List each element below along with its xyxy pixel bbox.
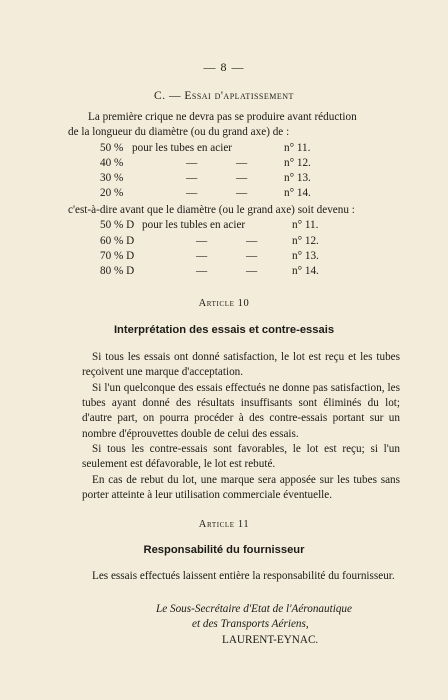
ditto-mark: — xyxy=(196,250,208,262)
ref-number: n° 12. xyxy=(284,157,311,169)
article-10-paragraph-2: Si l'un quelconque des essais effectués ne donne pas satisfaction, les tubes ayant donné des résultats insuffisants sont éliminés du lot; d'autre part, on pourra procéder à des contre-essais portant sur un nombre d'éprouvettes double de celui des essais. xyxy=(82,382,400,440)
ditto-mark: — xyxy=(186,172,198,184)
table2-row xyxy=(100,250,340,265)
ditto-mark: — xyxy=(236,187,248,199)
ditto-mark: — xyxy=(186,157,198,169)
pct: 70 % D xyxy=(100,250,135,262)
ref-number: n° 14. xyxy=(292,265,319,277)
pct: 20 % xyxy=(100,187,124,199)
table1-row xyxy=(100,157,340,172)
ditto-mark: — xyxy=(186,187,198,199)
article-10-paragraph-3: Si tous les contre-essais sont favorables, le lot est reçu; si l'un seulement est défavorable, le lot est rebuté. xyxy=(82,443,400,471)
signature-name: LAURENT-EYNAC. xyxy=(222,634,319,646)
signature-line-2: et des Transports Aériens, xyxy=(192,618,309,630)
row-text: pour les tubles en acier xyxy=(142,219,246,231)
ref-number: n° 14. xyxy=(284,187,311,199)
ref-number: n° 13. xyxy=(284,172,311,184)
page-number: — 8 — xyxy=(203,60,245,74)
pct: 60 % D xyxy=(100,235,135,247)
ref-number: n° 12. xyxy=(292,235,319,247)
article-11-label: Article 11 xyxy=(198,519,250,530)
ref-number: n° 11. xyxy=(292,219,319,231)
ditto-mark: — xyxy=(246,250,258,262)
table1-row xyxy=(100,187,340,202)
article-10-heading: Interprétation des essais et contre-essais xyxy=(113,324,335,336)
article-10-paragraph-1: Si tous les essais ont donné satisfaction, le lot est reçu et les tubes reçoivent une marque d'acceptation. xyxy=(82,351,400,379)
table2-row xyxy=(100,219,340,234)
pct: 50 % xyxy=(100,142,124,154)
pct: 80 % D xyxy=(100,265,135,277)
row-text: pour les tubes en acier xyxy=(132,142,233,154)
section-c-title: C. — Essai d'aplatissement xyxy=(154,90,294,102)
article-10-label: Article 10 xyxy=(198,298,250,309)
table1-row xyxy=(100,172,340,187)
section-c-mid-line: c'est-à-dire avant que le diamètre (ou le grand axe) soit devenu : xyxy=(68,204,355,216)
article-11-paragraph-1: Les essais effectués laissent entière la responsabilité du fournisseur. xyxy=(92,570,395,582)
pct: 40 % xyxy=(100,157,124,169)
ditto-mark: — xyxy=(236,157,248,169)
article-11-heading: Responsabilité du fournisseur xyxy=(143,544,305,556)
ditto-mark: — xyxy=(246,235,258,247)
pct: 50 % D xyxy=(100,219,135,231)
section-c-intro-line-2: de la longueur du diamètre (ou du grand axe) de : xyxy=(68,126,290,138)
ditto-mark: — xyxy=(236,172,248,184)
ditto-mark: — xyxy=(246,265,258,277)
signature-line-1: Le Sous-Secrétaire d'Etat de l'Aéronautique xyxy=(156,603,352,615)
article-10-paragraph-4: En cas de rebut du lot, une marque sera apposée sur les tubes sans porter atteinte à leur utilisation commerciale éventuelle. xyxy=(82,474,400,502)
ref-number: n° 11. xyxy=(284,142,311,154)
ditto-mark: — xyxy=(196,235,208,247)
table2-row xyxy=(100,265,340,280)
table1-row xyxy=(100,142,340,157)
section-c-intro-line-1: La première crique ne devra pas se produire avant réduction xyxy=(88,111,357,123)
pct: 30 % xyxy=(100,172,124,184)
table2-row xyxy=(100,235,340,250)
ditto-mark: — xyxy=(196,265,208,277)
ref-number: n° 13. xyxy=(292,250,319,262)
